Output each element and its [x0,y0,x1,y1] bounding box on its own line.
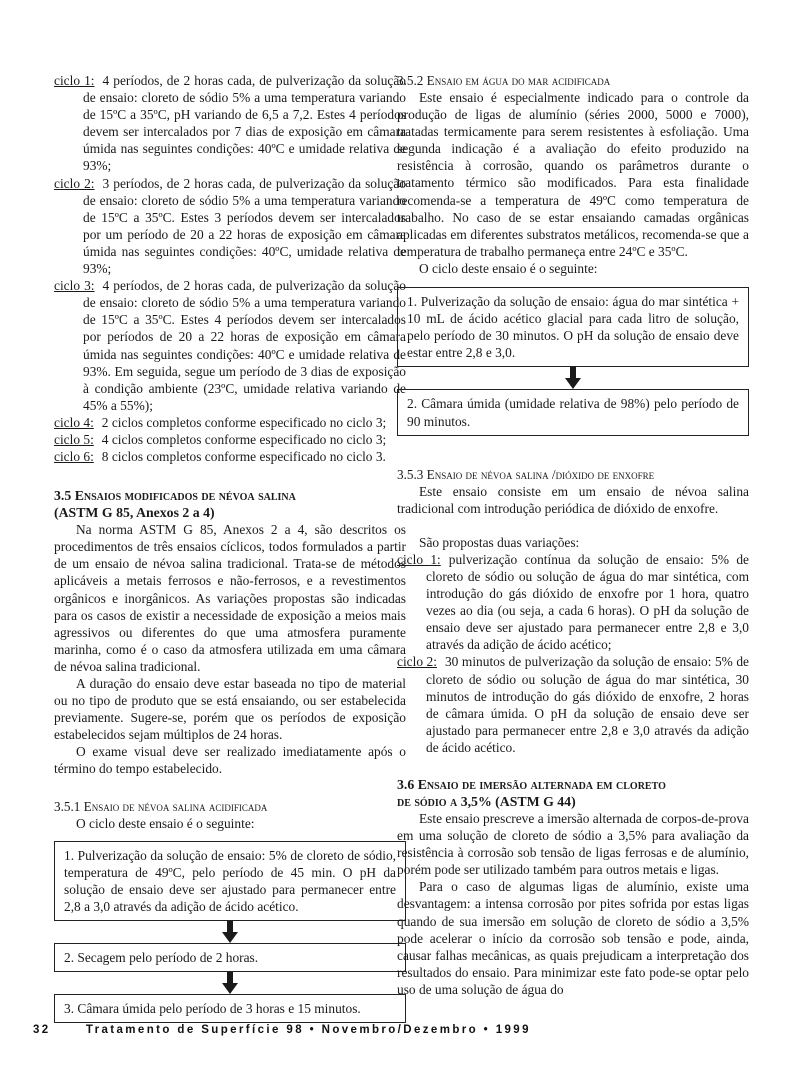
cycle-label: ciclo 1: [54,73,95,88]
cycle-text: 2 ciclos completos conforme especificado no ciclo 3; [101,414,387,430]
paragraph: Para o caso de algumas ligas de alumínio, existe uma desvantagem: a intensa corrosão por pites sofrida por estas ligas quando de sua imersão em solução de cloreto de sódio a 3,5% pode acelerar o início da corrosão sob tensão e pode, ainda, causar falhas mecânicas, as quais prejudicam a interpretação dos resultados do ensaio. Para minimizar este fato pode-se optar pelo uso de uma solução de água do [397,879,749,997]
cycle-label: ciclo 4: [54,414,94,430]
cycle-text: 4 períodos, de 2 horas cada, de pulverização da solução de ensaio: cloreto de sódio 5% a uma temperatura variando de 15ºC a 35ºC, pH variando de 6,5 a 7,2. Estes 4 períodos devem ser intercalados por 7 dias de exposição em câmara úmida nas seguintes condições: 40ºC e umidade relativa de 93%; [83,73,406,174]
list-item [54,431,406,448]
publication-info: Tratamento de Superfície 98 • Novembro/Dezembro • 1999 [85,1024,531,1036]
paragraph: Este ensaio consiste em um ensaio de névoa salina tradicional com introdução periódica de dióxido de enxofre. [397,483,749,516]
paragraph: A duração do ensaio deve estar baseada no tipo de material ou no tipo de produto que se está ensaiando, ou ser estabelecida previamente. Sugere-se, porém que os períodos de exposição estabelecidos sejam múltiplos de 24 horas. [54,676,406,743]
right-column [397,72,749,998]
subsection-title: 3.5.1 Ensaio de névoa salina acidificada [54,798,268,814]
section-title-standard: de sódio a 3,5% (ASTM G 44) [397,794,576,809]
subsection-title: 3.5.2 Ensaio em água do mar acidificada [397,73,611,88]
paragraph: Este ensaio é especialmente indicado para o controle da produção de ligas de alumínio (séries 2000, 5000 e 7000), tratadas termicamente para serem resistentes à esfoliação. Uma segunda indicação é a avaliação do efeito produzido na resistência à corrosão, quando os parâmetros durante o tratamento térmico são modificados. Para esta finalidade recomenda-se a temperatura de 49ºC como temperatura de trabalho. No caso de se estar ensaiando camadas orgânicas aplicadas em diferentes substratos metálicos, recomenda-se que a temperatura de trabalho permaneça entre 24ºC e 35ºC. [397,90,749,259]
subsection-title: 3.5.3 Ensaio de névoa salina /dióxido de enxofre [397,466,655,482]
section-title: 3.5 Ensaios modificados de névoa salina [54,488,296,504]
left-column [54,72,406,1023]
arrow-down-icon [397,367,749,389]
cycle-text: 4 períodos, de 2 horas cada, de pulverização da solução de ensaio: cloreto de sódio 5% a uma temperatura variando de 15ºC a 35ºC. Estes 4 períodos devem ser intercalados por períodos de 20 a 22 horas de exposição em câmara úmida nas seguintes condições: 40ºC e umidade relativa de 93%. Em seguida, segue um período de 3 dias de exposição à condição ambiente (23ºC, umidade relativa variando de 45% a 55%); [83,278,406,413]
paragraph: O ciclo deste ensaio é o seguinte: [76,815,255,831]
cycle-text: 30 minutos de pulverização da solução de ensaio: 5% de cloreto de sódio ou solução de água do mar sintética, 30 minutos de introdução do gás dióxido de enxofre, 2 horas de câmara úmida. O pH da solução de ensaio deve ser ajustado para permanecer entre 2,8 e 3,0 através da adição de ácido acético. [426,654,749,755]
paragraph: O ciclo deste ensaio é o seguinte: [419,260,598,276]
cycle-text: 3 períodos, de 2 horas cada, de pulverização da solução de ensaio: cloreto de sódio 5% a uma temperatura variando de 15ºC a 35ºC. Estes 3 períodos devem ser intercalados por um período de 20 a 22 horas de exposição em câmara úmida nas seguintes condições: 40ºC, umidade relativa de 93%; [83,175,406,277]
section-title: 3.6 Ensaio de imersão alternada em cloreto [397,777,666,792]
cycle-label: ciclo 3: [54,278,95,294]
cycle-label: ciclo 2: [397,654,437,670]
arrow-down-icon [54,972,406,994]
list-item [397,551,749,654]
process-step-box: 2. Câmara úmida (umidade relativa de 98%) pelo período de 90 minutos. [397,389,749,435]
section-title-standard: (ASTM G 85, Anexos 2 a 4) [54,505,215,521]
list-item [54,414,406,431]
cycle-text: pulverização contínua da solução de ensaio: 5% de cloreto de sódio ou solução de água do mar sintética, com introdução do gás dióxido de enxofre por 1 hora, quatro vezes ao dia (ou seja, a cada 6 horas). O pH da solução de ensaio deve ser ajustado para permanecer entre 2,8 e 3,0 através da adição de ácido acético; [426,551,749,653]
cycle-label: ciclo 5: [54,431,94,447]
paragraph: Este ensaio prescreve a imersão alternada de corpos-de-prova em uma solução de cloreto de sódio a 3,5% para avaliação da resistência à corrosão sob tensão de ligas ferrosas e de alumínio, porém pode ser utilizado também para outros metais e ligas. [397,811,749,878]
cycle-label: ciclo 2: [54,175,95,191]
list-item [54,72,406,175]
list-item [54,448,406,465]
process-step-box: 3. Câmara úmida pelo período de 3 horas e 15 minutos. [54,994,406,1023]
page-footer [33,1024,531,1036]
cycle-label: ciclo 6: [54,449,94,465]
list-item [54,175,406,278]
list-item [397,653,749,756]
paragraph: São propostas duas variações: [419,534,580,550]
cycle-text: 8 ciclos completos conforme especificado no ciclo 3. [101,449,386,465]
process-step-box: 1. Pulverização da solução de ensaio: 5% de cloreto de sódio, temperatura de 49ºC, pelo período de 45 min. O pH da solução de ensaio deve ser ajustado para permanecer entre 2,8 a 3,0 através da adição de ácido acético. [54,841,406,921]
process-step-box: 2. Secagem pelo período de 2 horas. [54,943,406,972]
paragraph: Na norma ASTM G 85, Anexos 2 a 4, são descritos os procedimentos de três ensaios cíclicos, todos formulados a partir de um ensaio de névoa salina tradicional. Trata-se de métodos aplicáveis a metais ferrosos e não-ferrosos, e a revestimentos orgânicos e inorgânicos. As variações propostas são indicadas para os casos de existir a necessidade de exposição a meios mais agressivos ou diferentes do que uma atmosfera puramente marinha, como é o caso da atmosfera utilizada em uma câmara de névoa salina tradicional. [54,522,406,674]
process-step-box: 1. Pulverização da solução de ensaio: água do mar sintética + 10 mL de ácido acético glacial para cada litro de solução, pelo período de 30 minutos. O pH da solução de ensaio deve estar entre 2,8 e 3,0. [397,287,749,367]
paragraph: O exame visual deve ser realizado imediatamente após o término do tempo estabelecido. [54,744,406,777]
list-item [54,277,406,414]
arrow-down-icon [54,921,406,943]
page-number: 32 [33,1024,51,1036]
cycle-label: ciclo 1: [397,551,441,567]
cycle-text: 4 ciclos completos conforme especificado no ciclo 3; [101,431,387,447]
